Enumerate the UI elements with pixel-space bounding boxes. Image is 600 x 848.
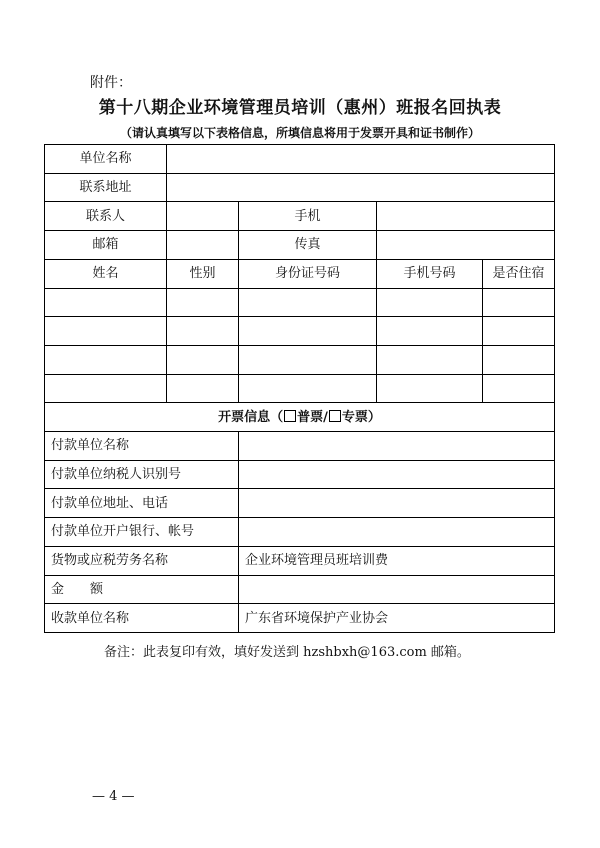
payer-taxid-field[interactable] bbox=[239, 460, 555, 489]
contact-field[interactable] bbox=[167, 202, 239, 231]
attendee-gender-cell[interactable] bbox=[167, 345, 239, 374]
attendee-phone-cell[interactable] bbox=[377, 345, 483, 374]
attendee-lodging-cell[interactable] bbox=[483, 345, 555, 374]
special-invoice-label: 专票） bbox=[341, 409, 381, 425]
invoice-header-prefix: 开票信息（ bbox=[218, 409, 284, 425]
payer-taxid-row bbox=[45, 460, 555, 489]
col-name-header: 姓名 bbox=[45, 259, 167, 288]
attendee-id-cell[interactable] bbox=[239, 374, 377, 403]
attendee-phone-cell[interactable] bbox=[377, 317, 483, 346]
footnote: 备注：此表复印有效，填好发送到 hzshbxh@163.com 邮箱。 bbox=[104, 645, 470, 660]
fax-label: 传真 bbox=[239, 231, 377, 260]
col-lodging-header: 是否住宿 bbox=[483, 259, 555, 288]
attendee-gender-cell[interactable] bbox=[167, 288, 239, 317]
attendee-name-cell[interactable] bbox=[45, 345, 167, 374]
col-gender-header: 性别 bbox=[167, 259, 239, 288]
service-label: 货物或应税劳务名称 bbox=[45, 546, 239, 575]
attendee-name-cell[interactable] bbox=[45, 374, 167, 403]
address-label: 联系地址 bbox=[45, 173, 167, 202]
page-number: — 4 — bbox=[92, 789, 135, 804]
attendee-row bbox=[45, 345, 555, 374]
service-value: 企业环境管理员班培训费 bbox=[239, 546, 555, 575]
normal-invoice-label: 普票/ bbox=[297, 409, 328, 425]
attendee-row bbox=[45, 317, 555, 346]
payer-address-field[interactable] bbox=[239, 489, 555, 518]
payee-value: 广东省环境保护产业协会 bbox=[239, 604, 555, 633]
payee-row bbox=[45, 604, 555, 633]
payer-name-row bbox=[45, 432, 555, 461]
fax-field[interactable] bbox=[377, 231, 555, 260]
attendee-lodging-cell[interactable] bbox=[483, 288, 555, 317]
registration-form bbox=[44, 144, 555, 633]
unit-name-row bbox=[45, 145, 555, 174]
form-title: 第十八期企业环境管理员培训（惠州）班报名回执表 bbox=[98, 98, 502, 118]
special-invoice-checkbox[interactable] bbox=[329, 410, 341, 422]
col-phone-header: 手机号码 bbox=[377, 259, 483, 288]
normal-invoice-checkbox[interactable] bbox=[284, 410, 296, 422]
form-subtitle: （请认真填写以下表格信息，所填信息将用于发票开具和证书制作） bbox=[119, 126, 480, 140]
email-field[interactable] bbox=[167, 231, 239, 260]
amount-field[interactable] bbox=[239, 575, 555, 604]
attachment-label: 附件： bbox=[90, 75, 132, 91]
attendee-name-cell[interactable] bbox=[45, 288, 167, 317]
attendee-id-cell[interactable] bbox=[239, 345, 377, 374]
attendee-header-row bbox=[45, 259, 555, 288]
attendee-phone-cell[interactable] bbox=[377, 288, 483, 317]
address-field[interactable] bbox=[167, 173, 555, 202]
attendee-name-cell[interactable] bbox=[45, 317, 167, 346]
contact-label: 联系人 bbox=[45, 202, 167, 231]
payer-taxid-label: 付款单位纳税人识别号 bbox=[45, 460, 239, 489]
amount-row bbox=[45, 575, 555, 604]
mobile-field[interactable] bbox=[377, 202, 555, 231]
attendee-gender-cell[interactable] bbox=[167, 374, 239, 403]
address-row bbox=[45, 173, 555, 202]
invoice-header-row bbox=[45, 403, 555, 432]
col-id-header: 身份证号码 bbox=[239, 259, 377, 288]
invoice-header bbox=[45, 403, 555, 432]
payer-name-field[interactable] bbox=[239, 432, 555, 461]
unit-name-label: 单位名称 bbox=[45, 145, 167, 174]
attendee-phone-cell[interactable] bbox=[377, 374, 483, 403]
email-row bbox=[45, 231, 555, 260]
attendee-id-cell[interactable] bbox=[239, 317, 377, 346]
amount-label: 金 额 bbox=[45, 575, 239, 604]
payer-bank-label: 付款单位开户银行、帐号 bbox=[45, 518, 239, 547]
attendee-id-cell[interactable] bbox=[239, 288, 377, 317]
service-row bbox=[45, 546, 555, 575]
mobile-label: 手机 bbox=[239, 202, 377, 231]
attendee-gender-cell[interactable] bbox=[167, 317, 239, 346]
payee-label: 收款单位名称 bbox=[45, 604, 239, 633]
unit-name-field[interactable] bbox=[167, 145, 555, 174]
payer-address-row bbox=[45, 489, 555, 518]
payer-bank-row bbox=[45, 518, 555, 547]
attendee-row bbox=[45, 288, 555, 317]
payer-address-label: 付款单位地址、电话 bbox=[45, 489, 239, 518]
payer-bank-field[interactable] bbox=[239, 518, 555, 547]
attendee-lodging-cell[interactable] bbox=[483, 374, 555, 403]
payer-name-label: 付款单位名称 bbox=[45, 432, 239, 461]
email-label: 邮箱 bbox=[45, 231, 167, 260]
attendee-lodging-cell[interactable] bbox=[483, 317, 555, 346]
attendee-row bbox=[45, 374, 555, 403]
contact-row bbox=[45, 202, 555, 231]
